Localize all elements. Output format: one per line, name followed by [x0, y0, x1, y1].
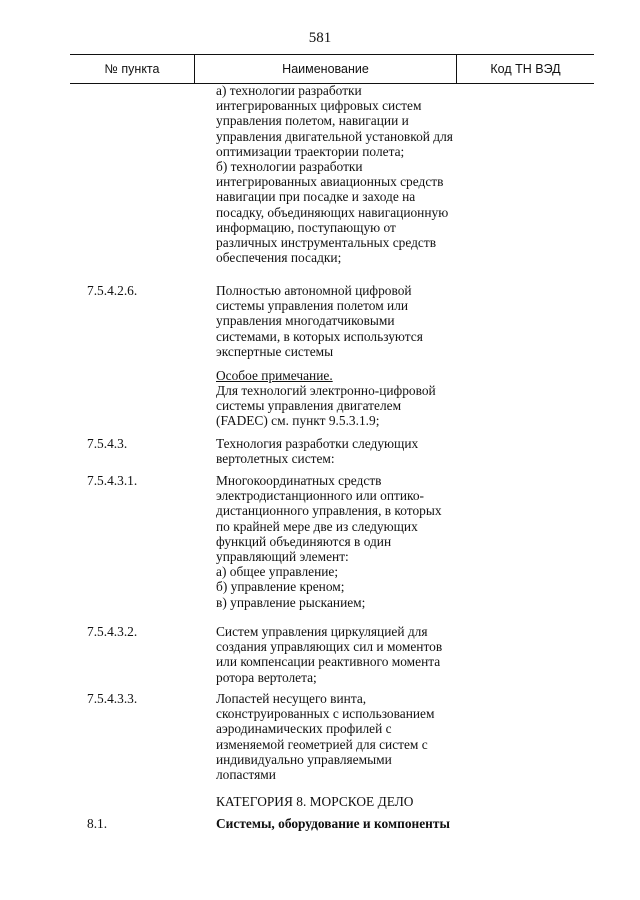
row-text: Многокоординатных средств электродистанционного или оптико- дистанционного управления, в которых по крайней мере две из следующих функций объединяются в один управляющий элемент: а) общее управление; б) управление креном; в) управление рысканием;: [216, 473, 442, 610]
column-header-code: Код ТН ВЭД: [490, 62, 561, 76]
row-text: Систем управления циркуляцией для создания управляющих сил и моментов или компенсации реактивного момента ротора вертолета;: [216, 624, 443, 685]
row-text: Полностью автономной цифровой системы управления полетом или управления многодатчиковыми системами, в которых используются экспертные системы: [216, 283, 423, 359]
row-text: а) технологии разработки интегрированных цифровых систем управления полетом, навигации и управления двигательной установкой для оптимизации траектории полета; б) технологии разработки интегрированных авиационных средств навигации при посадке и заходе на посадку, объединяющих навигационную информацию, поступающую от различных инструментальных средств обеспечения посадки;: [216, 83, 453, 266]
row-number: 7.5.4.3.1.: [87, 473, 138, 488]
row-number: 8.1.: [87, 816, 108, 831]
row-number: 7.5.4.3.3.: [87, 691, 138, 706]
table-header: [70, 54, 594, 84]
row-number: 7.5.4.3.2.: [87, 624, 138, 639]
column-header-name: Наименование: [195, 55, 457, 83]
row-text: Для технологий электронно-цифровой системы управления двигателем (FADEC) см. пункт 9.5.3.1.9;: [216, 383, 436, 429]
row-number: 7.5.4.2.6.: [87, 283, 138, 298]
row-number: 7.5.4.3.: [87, 436, 128, 451]
special-note-title: Особое примечание.: [216, 368, 333, 383]
category-title: КАТЕГОРИЯ 8. МОРСКОЕ ДЕЛО: [216, 794, 414, 809]
row-text: Технология разработки следующих вертолетных систем:: [216, 436, 419, 467]
row-text: Системы, оборудование и компоненты: [216, 816, 450, 831]
row-text: Лопастей несущего винта, сконструированных с использованием аэродинамических профилей с изменяемой геометрией для систем с индивидуально управляемыми лопастями: [216, 691, 435, 783]
page-number: 581: [308, 30, 332, 46]
column-header-number: № пункта: [70, 55, 195, 83]
